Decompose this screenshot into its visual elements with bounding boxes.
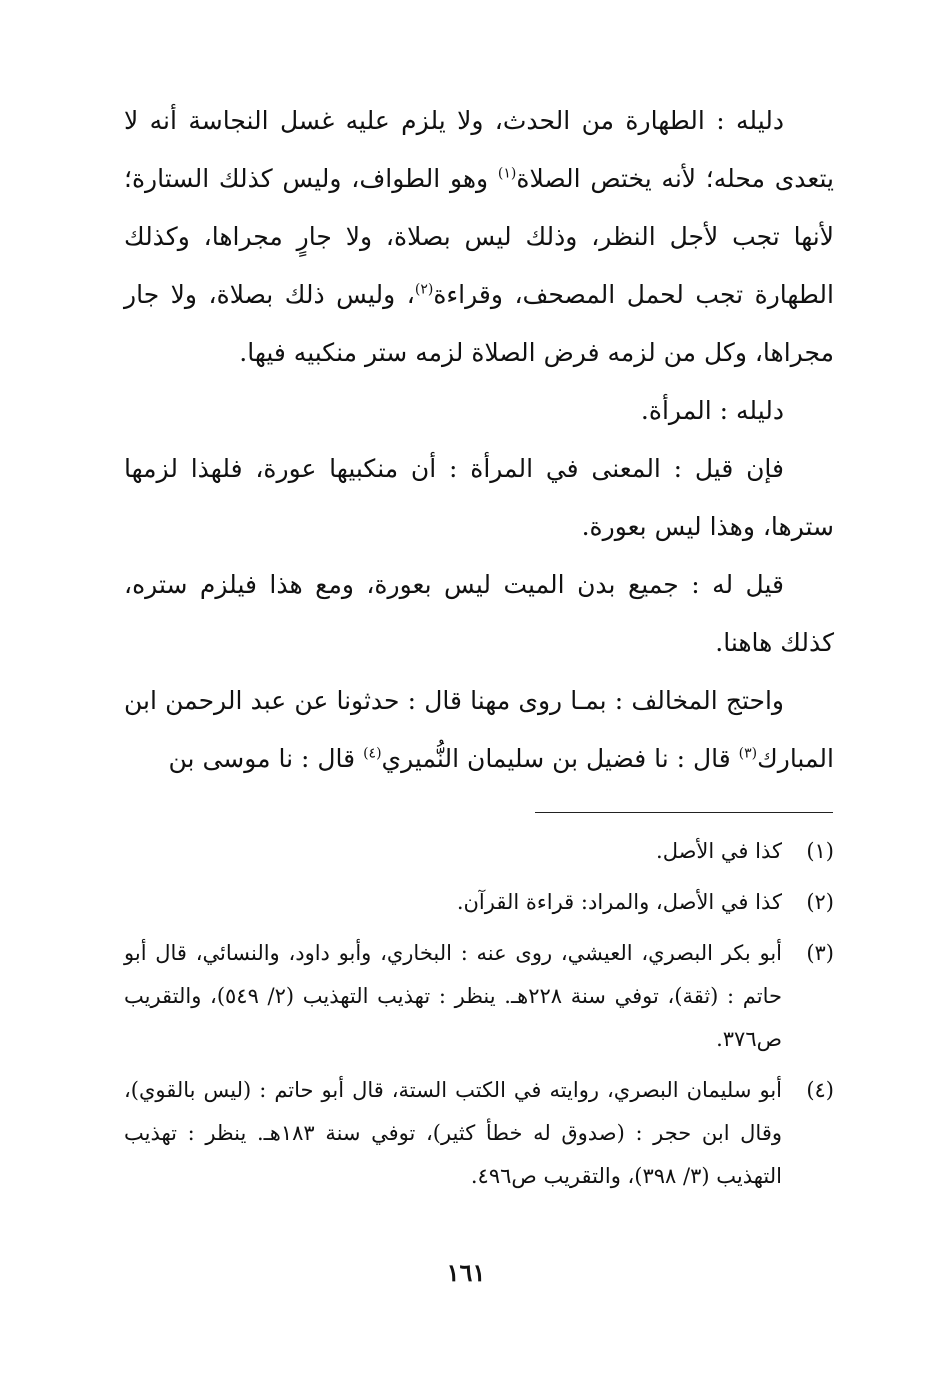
main-text: [124, 92, 834, 788]
footnote-number: (٣): [806, 941, 834, 965]
footnotes: [124, 830, 834, 1206]
footnote-text: أبو بكر البصري، العيشي، روى عنه : البخاري، وأبو داود، والنسائي، قال أبو حاتم : (ثقة)، توفي سنة ٢٢٨هـ. ينظر : تهذيب التهذيب (٢/ ٥٤٩)، والتقريب ص٣٧٦.: [124, 941, 782, 1051]
paragraph-1: [124, 92, 834, 382]
paragraph-1-text-3: ، وليس ذلك بصلاة، ولا جار مجراها، وكل من لزمه فرض الصلاة لزمه ستر منكبيه فيها.: [124, 280, 834, 367]
footnote-ref-2: (٢): [414, 281, 434, 298]
footnote-2: [124, 881, 834, 924]
paragraph-1-text-2: وهو الطواف، وليس كذلك الستارة؛ لأنها تجب لأجل النظر، وذلك ليس بصلاة، ولا جارٍ مجراها، وكذلك الطهارة تجب لحمل المصحف، وقراءة: [124, 164, 834, 309]
paragraph-5-text-2: قال : نا فضيل بن سليمان النُّميري: [381, 744, 739, 773]
footnote-number: (١): [806, 839, 834, 863]
paragraph-5-text-1: واحتج المخالف : بمـا روى مهنا قال : حدثونا عن عبد الرحمن ابن المبارك: [124, 686, 834, 773]
paragraph-3-text: فإن قيل : المعنى في المرأة : أن منكبيها عورة، فلهذا لزمها سترها، وهذا ليس بعورة.: [124, 454, 834, 541]
paragraph-1-text-1: دليله : الطهارة من الحدث، ولا يلزم عليه غسل النجاسة أنه لا يتعدى محله؛ لأنه يختص الصلاة: [124, 106, 834, 193]
paragraph-5-text-3: قال : نا موسى بن: [168, 744, 364, 773]
paragraph-5: [124, 672, 834, 788]
paragraph-2-text: دليله : المرأة.: [640, 396, 784, 425]
footnote-text: كذا في الأصل.: [656, 839, 782, 863]
footnote-1: [124, 830, 834, 873]
footnote-number: (٤): [806, 1078, 834, 1102]
paragraph-3: [124, 440, 834, 556]
footnote-ref-1: (١): [497, 165, 517, 182]
footnote-ref-3: (٣): [738, 745, 758, 762]
paragraph-2: [124, 382, 834, 440]
footnote-4: [124, 1069, 834, 1198]
footnote-text: أبو سليمان البصري، روايته في الكتب الستة، قال أبو حاتم : (ليس بالقوي)، وقال ابن حجر : (صدوق له خطأ كثير)، توفي سنة ١٨٣هـ. ينظر : تهذيب التهذيب (٣/ ٣٩٨)، والتقريب ص٤٩٦.: [124, 1078, 783, 1188]
footnote-number: (٢): [806, 890, 834, 914]
paragraph-4-text: قيل له : جميع بدن الميت ليس بعورة، ومع هذا فيلزم ستره، كذلك هاهنا.: [124, 570, 834, 657]
footnote-text: كذا في الأصل، والمراد: قراءة القرآن.: [456, 890, 782, 914]
footnote-ref-4: (٤): [363, 745, 382, 762]
footnote-divider: [535, 812, 833, 813]
page-number: ١٦١: [446, 1258, 486, 1287]
footnote-3: [124, 932, 834, 1061]
paragraph-4: [124, 556, 834, 672]
